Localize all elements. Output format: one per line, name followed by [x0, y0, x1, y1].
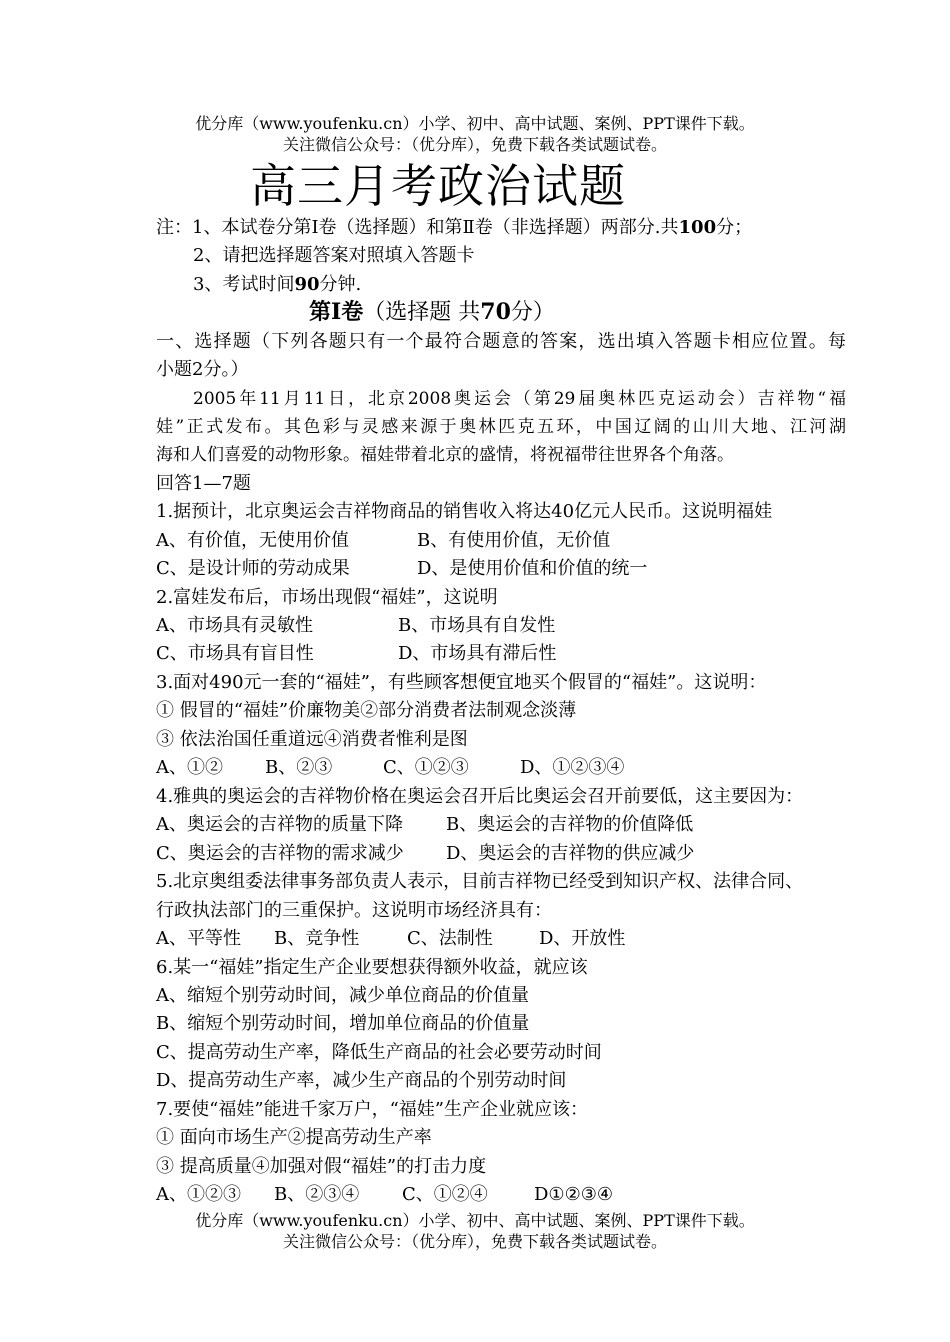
question-2-option-a: A、市场具有灵敏性	[156, 615, 313, 636]
question-5-option-c: C、法制性	[407, 928, 493, 949]
question-6-stem: 6.某一“福娃”指定生产企业要想获得额外收益，就应该	[156, 957, 588, 978]
question-7-stem: 7.要使“福娃”能进千家万户，“福娃”生产企业就应该：	[156, 1099, 588, 1120]
question-2-option-c: C、市场具有盲目性	[156, 643, 314, 664]
note-1-total: 100	[678, 217, 717, 238]
question-4-option-c: C、奥运会的吉祥物的需求减少	[156, 843, 404, 864]
section-score: 70	[480, 299, 511, 325]
passage-line-3: 海和人们喜爱的动物形象。福娃带着北京的盛情，将祝福带往世界各个角落。	[156, 445, 734, 465]
question-3-stem: 3.面对490元一套的“福娃”，有些顾客想便宜地买个假冒的“福娃”。这说明：	[156, 672, 767, 693]
question-7-option-a: A、①②③	[156, 1184, 241, 1205]
question-3-option-c: C、①②③	[383, 757, 469, 778]
question-5-option-b: B、竞争性	[274, 928, 360, 949]
note-3-text: 3、考试时间	[193, 274, 295, 295]
page-title: 高三月考政治试题	[250, 159, 626, 213]
question-3-statement-2: ③ 依法治国任重道远④消费者惟利是图	[156, 729, 468, 750]
question-5-stem-line-1: 5.北京奥组委法律事务部负责人表示，目前吉祥物已经受到知识产权、法律合同、	[156, 871, 804, 892]
question-7-option-c: C、①②④	[402, 1184, 488, 1205]
passage-line-1: 2005年11月11日，北京2008奥运会（第29届奥林匹克运动会）吉祥物“福	[193, 389, 846, 409]
question-3-option-b: B、②③	[265, 757, 333, 778]
question-5-stem-line-2: 行政执法部门的三重保护。这说明市场经济具有：	[156, 900, 552, 921]
question-2-option-d: D、市场具有滞后性	[398, 643, 557, 664]
note-1	[156, 214, 752, 242]
question-7-statement-2: ③ 提高质量④加强对假“福娃”的打击力度	[156, 1156, 487, 1177]
footer-line-1: 优分库（www.youfenku.cn）小学、初中、高中试题、案例、PPT课件下载。	[195, 1211, 755, 1230]
note-3-time: 90	[294, 274, 320, 295]
question-7-statement-1: ① 面向市场生产②提高劳动生产率	[156, 1127, 432, 1148]
question-5-option-a: A、平等性	[156, 928, 241, 949]
question-1-option-a: A、有价值，无使用价值	[156, 530, 349, 551]
question-5-option-d: D、开放性	[539, 928, 626, 949]
header-line-2: 关注微信公众号：（优分库），免费下载各类试题试卷。	[282, 135, 667, 154]
question-6-option-c: C、提高劳动生产率，降低生产商品的社会必要劳动时间	[156, 1042, 602, 1063]
question-3-statement-1: ① 假冒的“福娃”价廉物美②部分消费者法制观念淡薄	[156, 700, 577, 721]
question-4-option-b: B、奥运会的吉祥物的价值降低	[446, 814, 694, 835]
note-3	[193, 271, 361, 299]
question-2-stem: 2.富娃发布后，市场出现假“福娃”，这说明	[156, 587, 498, 608]
section-label: 第Ⅰ卷	[309, 299, 364, 325]
section-heading	[309, 297, 555, 328]
question-6-option-a: A、缩短个别劳动时间，减少单位商品的价值量	[156, 985, 529, 1006]
instructions-line-2: 小题2分。）	[156, 359, 249, 380]
question-4-option-a: A、奥运会的吉祥物的质量下降	[156, 814, 403, 835]
note-3-suffix: 分钟.	[319, 274, 362, 295]
question-6-option-d: D、提高劳动生产率，减少生产商品的个别劳动时间	[156, 1070, 567, 1091]
question-4-option-d: D、奥运会的吉祥物的供应减少	[446, 843, 695, 864]
passage-answer-range: 回答1—7题	[156, 473, 251, 494]
question-7-option-d: D①②③④	[534, 1184, 613, 1205]
question-4-stem: 4.雅典的奥运会的吉祥物价格在奥运会召开后比奥运会召开前要低，这主要因为：	[156, 786, 804, 807]
note-2: 2、请把选择题答案对照填入答题卡	[193, 245, 475, 266]
passage-line-2: 娃”正式发布。其色彩与灵感来源于奥林匹克五环，中国辽阔的山川大地、江河湖	[156, 417, 846, 437]
question-3-option-a: A、①②	[156, 757, 223, 778]
question-1-option-b: B、有使用价值，无价值	[417, 530, 611, 551]
note-1-text: 注：1、本试卷分第Ⅰ卷（选择题）和第Ⅱ卷（非选择题）两部分.共	[156, 217, 679, 238]
question-6-option-b: B、缩短个别劳动时间，增加单位商品的价值量	[156, 1013, 530, 1034]
footer-line-2: 关注微信公众号：（优分库），免费下载各类试题试卷。	[282, 1232, 667, 1251]
instructions-line-1: 一、选择题（下列各题只有一个最符合题意的答案，选出填入答题卡相应位置。每	[156, 331, 846, 352]
section-desc: （选择题 共	[363, 300, 481, 325]
question-1-stem: 1.据预计，北京奥运会吉祥物商品的销售收入将达40亿元人民币。这说明福娃	[156, 501, 773, 522]
question-1-option-d: D、是使用价值和价值的统一	[417, 558, 648, 579]
section-desc-suffix: 分）	[510, 300, 555, 325]
question-2-option-b: B、市场具有自发性	[398, 615, 556, 636]
question-3-option-d: D、①②③④	[520, 757, 625, 778]
question-7-option-b: B、②③④	[274, 1184, 360, 1205]
header-line-1: 优分库（www.youfenku.cn）小学、初中、高中试题、案例、PPT课件下载。	[195, 114, 755, 133]
note-1-suffix: 分；	[716, 217, 753, 238]
question-1-option-c: C、是设计师的劳动成果	[156, 558, 350, 579]
